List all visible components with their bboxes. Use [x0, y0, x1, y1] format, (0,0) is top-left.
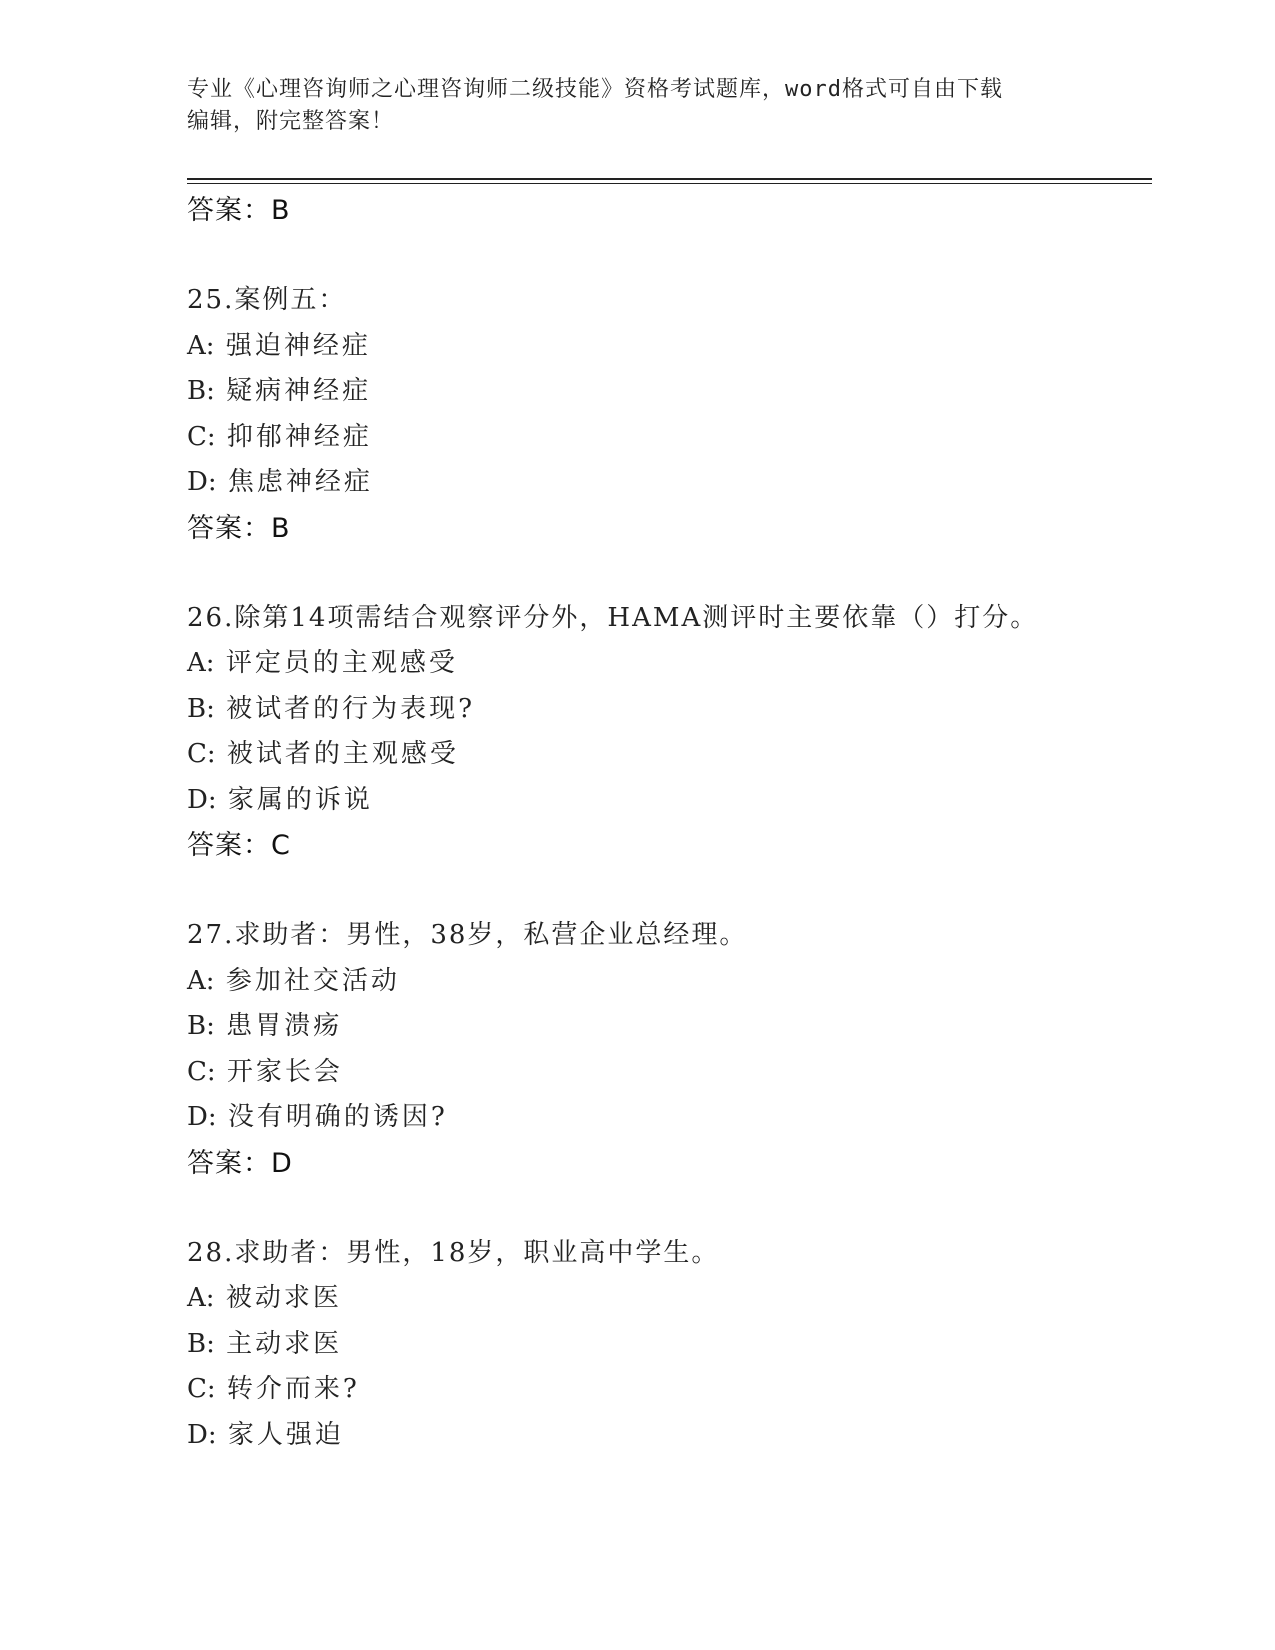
option-c: C: 被试者的主观感受 — [187, 739, 459, 769]
answer-line: 答案：D — [187, 1147, 293, 1179]
answer-line: 答案：B — [187, 512, 291, 544]
option-b: B: 疑病神经症 — [187, 376, 372, 406]
option-d: D: 焦虑神经症 — [187, 467, 373, 497]
document-header — [187, 74, 1087, 138]
question-list — [187, 188, 1152, 1458]
answer-line: 答案：B — [187, 195, 291, 226]
option-d: D: 家人强迫 — [187, 1419, 344, 1450]
header-line-1: 专业《心理咨询师之心理咨询师二级技能》资格考试题库，word格式可自由下载 — [187, 77, 1003, 102]
answer-line: 答案：C — [187, 830, 291, 861]
option-c: C: 转介而来? — [187, 1374, 360, 1404]
option-d: D: 没有明确的诱因? — [187, 1102, 448, 1132]
header-rule-thin — [187, 183, 1152, 184]
option-a: A: 强迫神经症 — [187, 330, 371, 361]
question-stem: 28.求助者：男性，18岁，职业高中学生。 — [187, 1237, 720, 1268]
question-28 — [187, 1231, 1152, 1459]
option-b: B: 被试者的行为表现? — [187, 693, 476, 724]
header-line-2: 编辑，附完整答案！ — [187, 109, 395, 134]
option-c: C: 开家长会 — [187, 1056, 343, 1087]
question-25 — [187, 278, 1152, 552]
option-a: A: 参加社交活动 — [187, 965, 400, 996]
option-d: D: 家属的诉说 — [187, 784, 373, 815]
option-b: B: 主动求医 — [187, 1328, 343, 1359]
question-26 — [187, 596, 1152, 870]
option-a: A: 被动求医 — [187, 1283, 342, 1313]
header-rule-thick — [187, 178, 1152, 180]
option-c: C: 抑郁神经症 — [187, 421, 372, 452]
question-27 — [187, 913, 1152, 1187]
question-stem: 27.求助者：男性，38岁，私营企业总经理。 — [187, 920, 748, 950]
option-b: B: 患胃溃疡 — [187, 1011, 343, 1041]
question-stem: 25.案例五： — [187, 285, 347, 315]
option-a: A: 评定员的主观感受 — [187, 648, 458, 678]
question-stem: 26.除第14项需结合观察评分外，HAMA测评时主要依靠（）打分。 — [187, 602, 1039, 633]
